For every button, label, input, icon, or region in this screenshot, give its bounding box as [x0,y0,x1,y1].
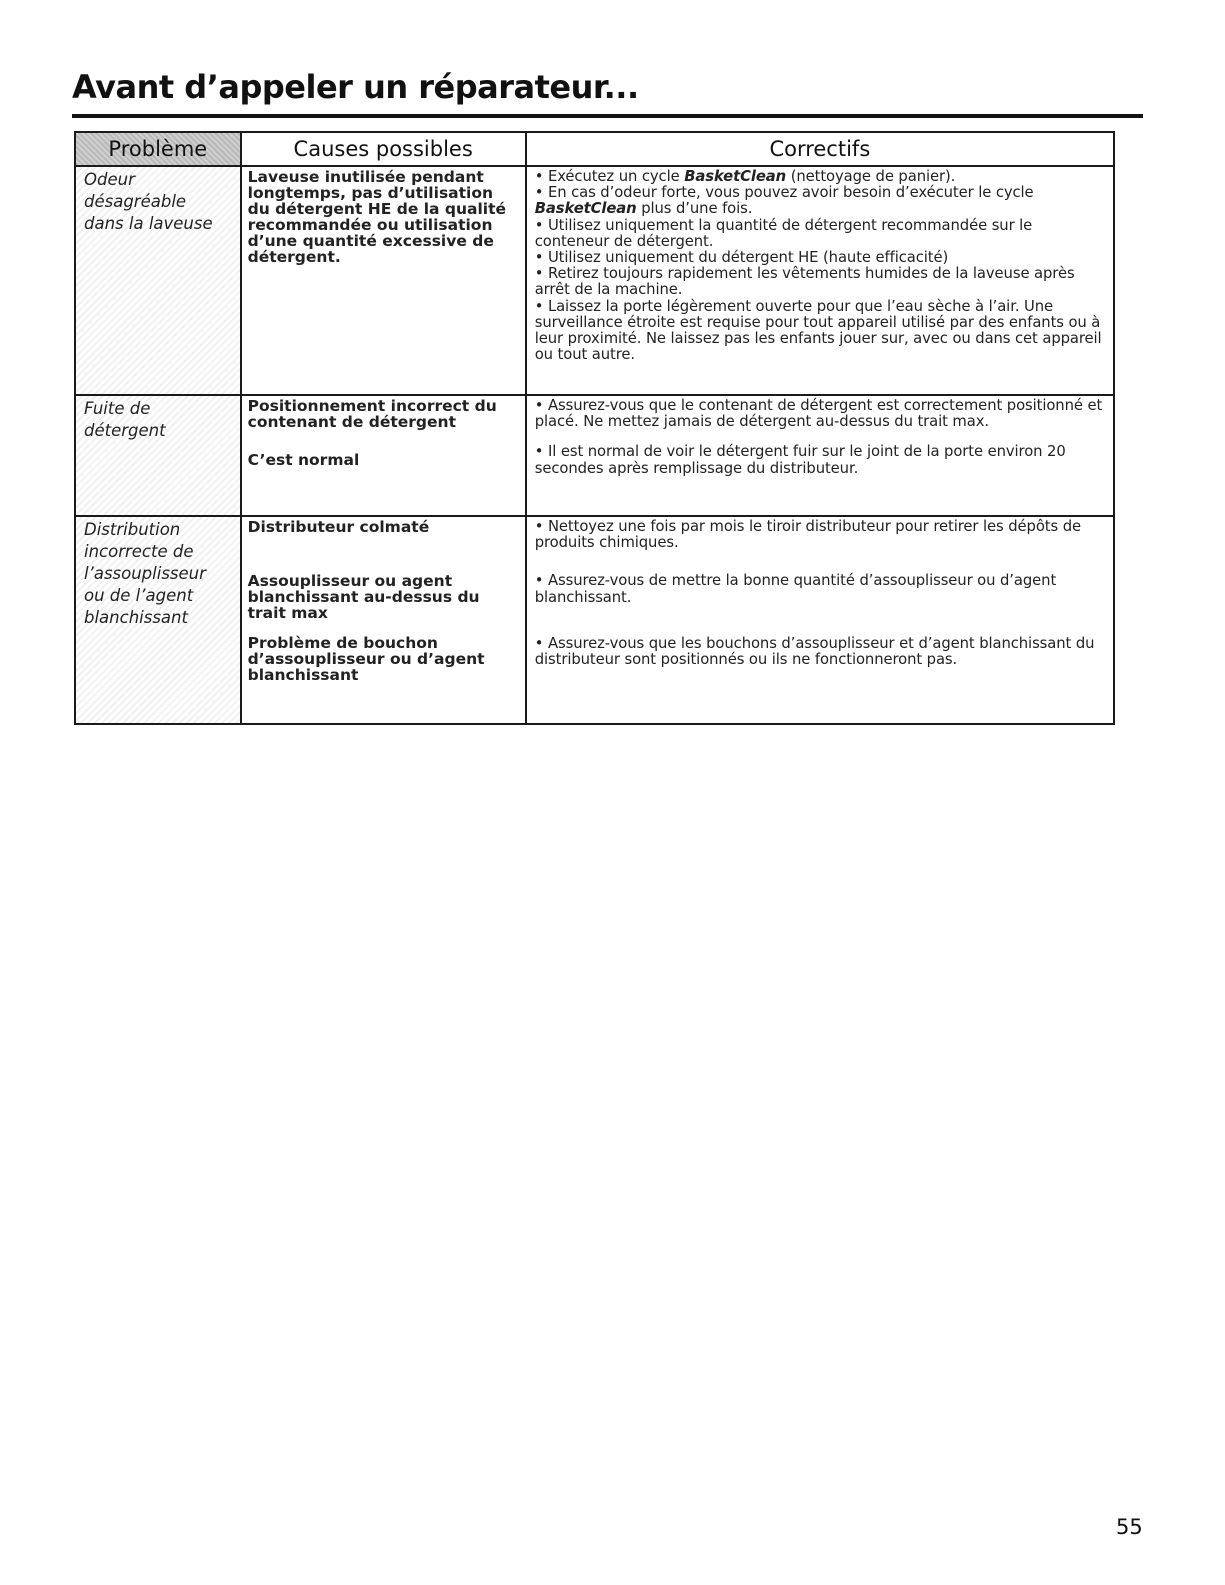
problem-cell [75,166,241,395]
cause-line: blanchissant [247,666,359,684]
cause-cell [241,516,526,724]
problem-cell [75,516,241,724]
fix-item: • Assurez-vous que le contenant de détergent est correctement positionné et placé. Ne mettez jamais de détergent au-dessus du trait max. [534,397,1103,431]
title-rule [72,114,1143,118]
page-title: Avant d’appeler un réparateur... [72,68,639,106]
fix-item [535,169,1107,185]
problem-line: ou de l’agent [84,586,194,605]
cycle-name: BasketClean [534,200,637,218]
cause-line: recommandée ou utilisation [247,216,493,234]
problem-line: blanchissant [84,608,188,627]
header-problem: Problème [75,132,241,166]
cause-line: contenant de détergent [247,413,456,431]
fix-item: • Retirez toujours rapidement les vêtements humides de la laveuse après arrêt de la machine. [534,265,1075,299]
fix-item: • Laissez la porte légèrement ouverte pour que l’eau sèche à l’air. Une surveillance étroite est requise pour tout appareil utilisé par des enfants ou à leur proximité. Ne laissez pas les enfants jouer sur, avec ou dans cet appareil ou tout autre. [534,297,1102,364]
fix-text: (nettoyage de panier). [786,168,956,185]
fix-item: • Il est normal de voir le détergent fuir sur le joint de la porte environ 20 secondes après remplissage du distributeur. [534,443,1066,477]
cause-line: Distributeur colmaté [247,518,430,536]
problem-cell [75,395,241,516]
fix-item: • Nettoyez une fois par mois le tiroir distributeur pour retirer les dépôts de produits chimiques. [534,518,1082,552]
fix-item: • Assurez-vous que les bouchons d’assouplisseur et d’agent blanchissant du distributeur sont positionnés ou ils ne fonctionneront pas. [534,634,1095,669]
fix-cell [526,516,1114,724]
problem-line: détergent [84,421,166,440]
cause-line: Positionnement incorrect du [247,397,497,415]
problem-line: désagréable [84,192,187,211]
table-row [75,516,1114,724]
fix-item: • Utilisez uniquement du détergent HE (haute efficacité) [534,249,949,267]
cause-line: blanchissant au-dessus du [247,588,480,606]
cause-cell [241,166,526,395]
problem-line: Distribution [84,520,181,539]
problem-line: Fuite de [84,399,151,418]
fix-cell [526,166,1114,395]
troubleshooting-table [74,131,1115,725]
cause-line: Laveuse inutilisée pendant [247,168,484,186]
fix-item: • Utilisez uniquement la quantité de détergent recommandée sur le conteneur de détergent. [534,216,1033,250]
cause-line: trait max [247,604,328,622]
spacer [535,606,1107,636]
problem-line: incorrecte de [84,542,194,561]
cause-line: détergent. [247,248,341,266]
cause-line: Problème de bouchon [247,634,438,652]
cause-line: Assouplisseur ou agent [247,572,453,590]
fix-text: • En cas d’odeur forte, vous pouvez avoir besoin d’exécuter le cycle [534,184,1034,202]
spacer [535,551,1107,573]
problem-line: Odeur [84,170,135,189]
spacer [248,430,521,452]
cause-line: longtemps, pas d’utilisation [247,184,494,202]
fix-text: • Exécutez un cycle [534,168,685,185]
problem-line: l’assouplisseur [84,564,206,583]
header-causes: Causes possibles [241,132,526,166]
fix-cell [526,395,1114,516]
fix-item: • Assurez-vous de mettre la bonne quantité d’assouplisseur ou d’agent blanchissant. [534,572,1057,606]
table-row [75,166,1114,395]
page-number: 55 [1116,1515,1143,1539]
spacer [535,430,1107,444]
spacer [248,535,521,573]
table-header-row [75,132,1114,166]
problem-line: dans la laveuse [84,214,213,233]
cause-line: d’assouplisseur ou d’agent [247,650,485,668]
cause-line: d’une quantité excessive de [247,232,494,250]
fix-text: plus d’une fois. [636,200,753,218]
cause-line: C’est normal [247,451,360,469]
fix-item [535,185,1107,217]
cause-cell [241,395,526,516]
header-fixes: Correctifs [526,132,1114,166]
spacer [248,621,521,635]
table-row [75,395,1114,516]
cycle-name: BasketClean [684,168,787,185]
cause-line: du détergent HE de la qualité [247,200,507,218]
